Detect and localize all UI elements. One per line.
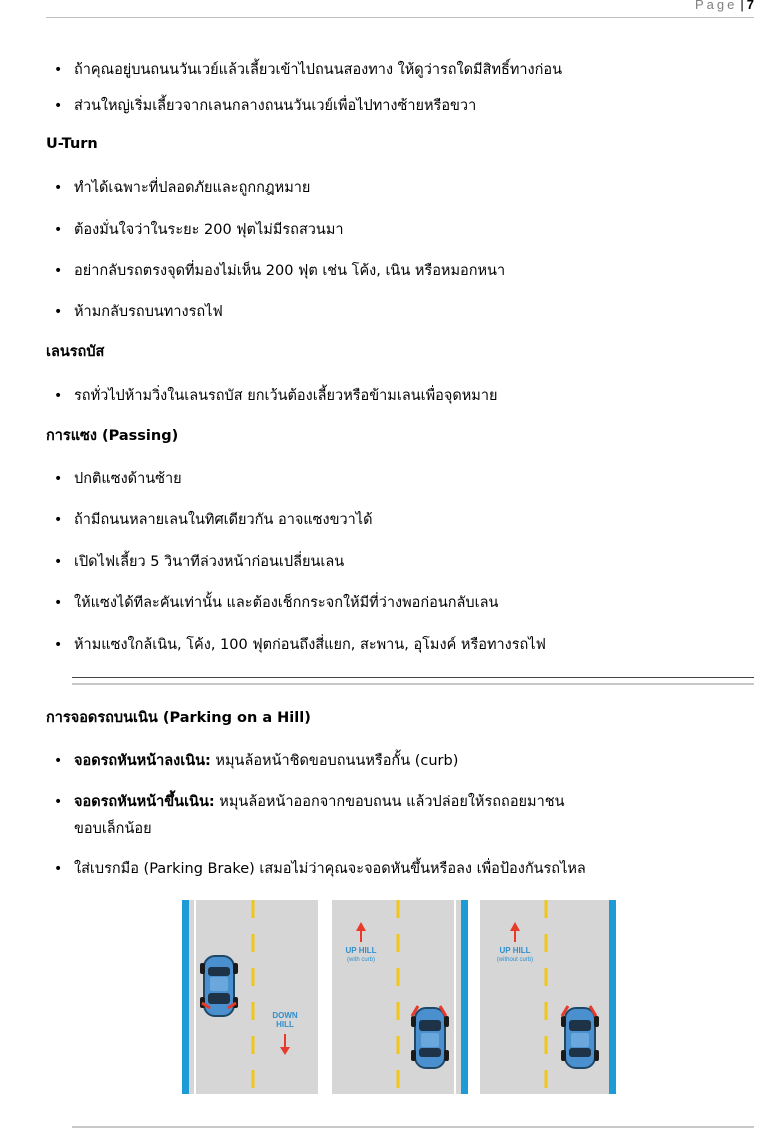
panel-uphill-no-curb — [480, 900, 616, 1094]
downhill-desc: หมุนล้อหน้าชิดขอบถนนหรือกั้น (curb) — [210, 753, 459, 769]
downhill-label-1: DOWN — [272, 1011, 298, 1020]
uphill-nocurb-label-1: UP HILL — [499, 946, 531, 955]
list-item: • ห้ามแซงใกล้เนิน, โค้ง, 100 ฟุตก่อนถึงสี่แยก, สะพาน, อุโมงค์ หรือทางรถไฟ — [74, 635, 546, 656]
list-item: • รถทั่วไปห้ามวิ่งในเลนรถบัส ยกเว้นต้องเลี้ยวหรือข้ามเลนเพื่อจุดหมาย — [74, 386, 498, 407]
list-item: • ถ้ามีถนนหลายเลนในทิศเดียวกัน อาจแซงขวาได้ — [74, 510, 373, 531]
page-header — [695, 0, 754, 12]
page-label: Page — [695, 0, 738, 12]
list-item — [74, 792, 565, 813]
parking-heading: การจอดรถบนเนิน (Parking on a Hill) — [46, 710, 311, 726]
list-item: • ใส่เบรกมือ (Parking Brake) เสมอไม่ว่าคุณจะจอดหันขึ้นหรือลง เพื่อป้องกันรถไหล — [74, 859, 586, 880]
hill-parking-illustration — [182, 900, 616, 1094]
uphill-nocurb-label-2: (without curb) — [496, 957, 534, 963]
list-item: • เปิดไฟเลี้ยว 5 วินาทีล่วงหน้าก่อนเปลี่ยนเลน — [74, 552, 344, 573]
list-item — [74, 751, 458, 772]
downhill-label-2: HILL — [276, 1020, 294, 1029]
uphill-term: จอดรถหันหน้าขึ้นเนิน: — [74, 794, 215, 810]
passing-heading: การแซง (Passing) — [46, 428, 179, 444]
footer-divider — [72, 1126, 754, 1128]
list-item: • ให้แซงได้ทีละคันเท่านั้น และต้องเช็กกระจกให้มีที่ว่างพอก่อนกลับเลน — [74, 593, 498, 614]
list-item: • ทำได้เฉพาะที่ปลอดภัยและถูกกฎหมาย — [74, 178, 310, 199]
buslane-heading: เลนรถบัส — [46, 344, 105, 360]
downhill-term: จอดรถหันหน้าลงเนิน: — [74, 753, 211, 769]
section-divider-shadow — [72, 683, 754, 685]
list-item: • อย่ากลับรถตรงจุดที่มองไม่เห็น 200 ฟุต เช่น โค้ง, เนิน หรือหมอกหนา — [74, 261, 505, 282]
page-separator: | — [740, 0, 744, 12]
list-item-continuation: ขอบเล็กน้อย — [74, 821, 152, 837]
list-item: • ถ้าคุณอยู่บนถนนวันเวย์แล้วเลี้ยวเข้าไปถนนสองทาง ให้ดูว่ารถใดมีสิทธิ์ทางก่อน — [74, 60, 562, 81]
list-item: • ต้องมั่นใจว่าในระยะ 200 ฟุตไม่มีรถสวนมา — [74, 220, 344, 241]
uturn-heading: U-Turn — [46, 136, 98, 152]
list-item: • ปกติแซงด้านซ้าย — [74, 469, 182, 490]
list-item: • ห้ามกลับรถบนทางรถไฟ — [74, 302, 223, 323]
page-number: 7 — [746, 0, 754, 12]
header-divider — [46, 17, 754, 18]
panel-uphill-curb — [332, 900, 468, 1094]
section-divider — [72, 677, 754, 678]
uphill-desc: หมุนล้อหน้าออกจากขอบถนน แล้วปล่อยให้รถถอยมาชน — [214, 794, 565, 810]
panel-downhill — [182, 900, 318, 1094]
uphill-curb-label-2: (with curb) — [346, 957, 376, 963]
list-item: • ส่วนใหญ่เริ่มเลี้ยวจากเลนกลางถนนวันเวย์เพื่อไปทางซ้ายหรือขวา — [74, 96, 476, 117]
uphill-curb-label-1: UP HILL — [345, 946, 377, 955]
